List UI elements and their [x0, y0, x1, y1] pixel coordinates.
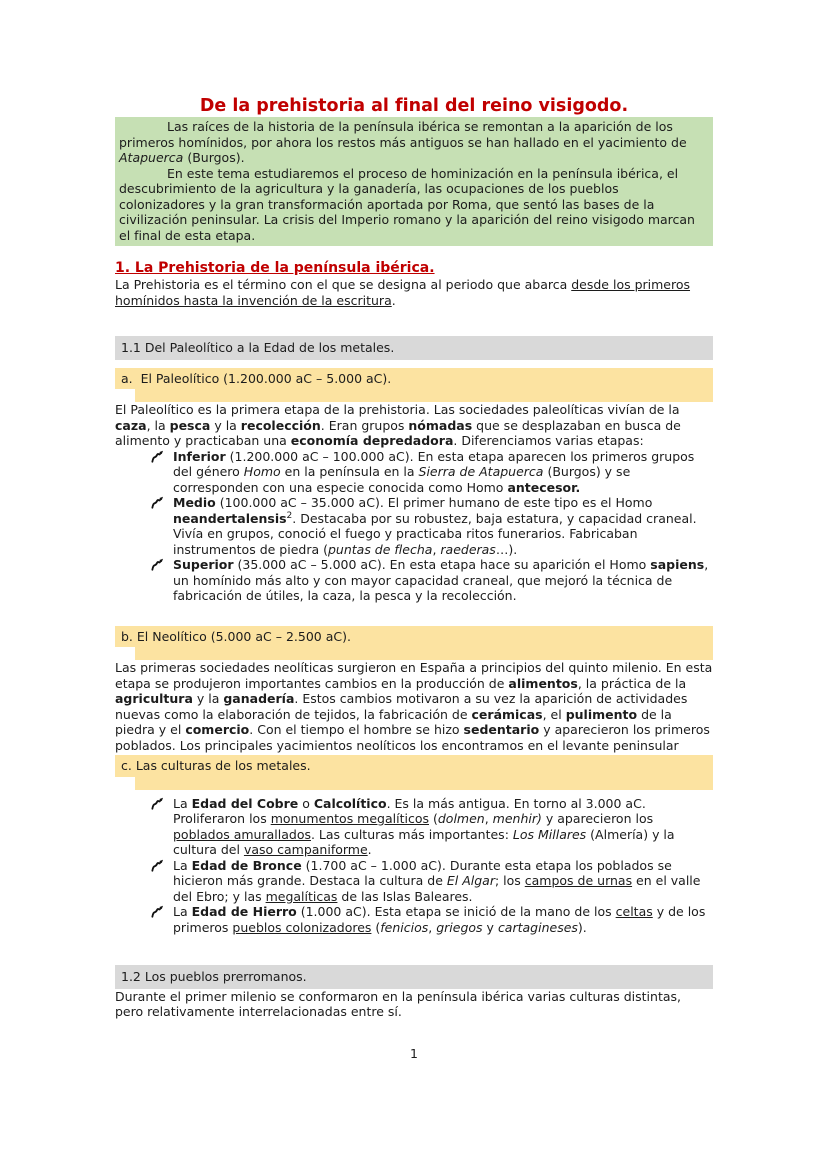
intro-paragraph-1: Las raíces de la historia de la península ibérica se remontan a la aparición de los primeros homínidos, por ahora los restos más antiguos se han hallado en el yacimiento de Atapuerca (Burgos). — [119, 119, 687, 165]
subsection-header-1-2: 1.2 Los pueblos prerromanos. — [115, 965, 713, 989]
paragraph-neolitico: Las primeras sociedades neolíticas surgieron en España a principios del quinto milenio. En esta etapa se produjeron importantes cambios en la producción de alimentos, la práctica de la agricultura y la ganadería. Estos cambios motivaron a su vez la aparición de actividades nuevas como la elaboración de tejidos, la fabricación de cerámicas, el pulimento de la piedra y el comercio. Con el tiempo el hombre se hizo sedentario y aparecieron los primeros poblados. Los principales yacimientos neolíticos los encontramos en el levante peninsular — [115, 660, 713, 753]
squiggle-arrow-icon — [151, 558, 165, 571]
topic-header-b: b. El Neolítico (5.000 aC – 2.500 aC). — [115, 626, 713, 648]
page-number: 1 — [410, 1045, 418, 1061]
squiggle-arrow-icon — [151, 859, 165, 872]
squiggle-arrow-icon — [151, 905, 165, 918]
subsection-header-1-1: 1.1 Del Paleolítico a la Edad de los metales. — [115, 336, 713, 360]
metales-list — [149, 796, 713, 936]
list-item-text: Medio (100.000 aC – 35.000 aC). El primer humano de este tipo es el Homo neandertalensis$^2$. Destacaba por su robustez, baja estatura, y capacidad craneal. Vivía en grupos, conoció el fuego y practicaba ritos funerarios. Fabricaban instrumentos de piedra (puntas de flecha, raederas…). — [173, 495, 697, 557]
list-item — [149, 449, 713, 496]
intro-paragraph-2: En este tema estudiaremos el proceso de hominización en la península ibérica, el descubrimiento de la agricultura y la ganadería, las ocupaciones de los pueblos colonizadores y la gran transformación aportada por Roma, que sentó las bases de la civilización peninsular. La crisis del Imperio romano y la aparición del reino visigodo marcan el final de esta etapa. — [119, 165, 695, 243]
squiggle-arrow-icon — [151, 797, 165, 810]
list-item — [149, 796, 713, 858]
topic-header-c-tail — [135, 777, 713, 790]
list-item — [149, 495, 713, 557]
list-item-text: Superior (35.000 aC – 5.000 aC). En esta etapa hace su aparición el Homo sapiens, un homínido más alto y con mayor capacidad craneal, que mejoró la técnica de fabricación de útiles, la caza, la pesca y la recolección. — [173, 557, 709, 603]
intro-highlight-block — [115, 117, 713, 246]
section-1-heading: 1. La Prehistoria de la península ibérica. — [115, 260, 435, 276]
list-item-text: La Edad de Hierro (1.000 aC). Esta etapa se inició de la mano de los celtas y de los primeros pueblos colonizadores (fenicios, griegos y cartagineses). — [173, 904, 706, 935]
paleolitico-list — [149, 449, 713, 604]
list-item — [149, 904, 713, 935]
topic-header-a: a. El Paleolítico (1.200.000 aC – 5.000 aC). — [115, 368, 713, 390]
section-1-lead: La Prehistoria es el término con el que se designa al periodo que abarca desde los primeros homínidos hasta la invención de la escritura. — [115, 277, 691, 308]
page-title: De la prehistoria al final del reino visigodo. — [199, 96, 629, 116]
list-item — [149, 557, 713, 604]
list-item-text: La Edad del Cobre o Calcolítico. Es la más antigua. En torno al 3.000 aC. Proliferaron los monumentos megalíticos (dolmen, menhir) y aparecieron los poblados amurallados. Las culturas más importantes: Los Millares (Almería) y la cultura del vaso campaniforme. — [173, 795, 675, 857]
topic-header-c: c. Las culturas de los metales. — [115, 755, 713, 777]
squiggle-arrow-icon — [151, 450, 165, 463]
paragraph-prerromanos: Durante el primer milenio se conformaron en la península ibérica varias culturas distintas, pero relativamente interrelacionadas entre sí. — [115, 988, 682, 1019]
topic-header-b-tail — [135, 647, 713, 660]
squiggle-arrow-icon — [151, 496, 165, 509]
topic-header-a-tail — [135, 389, 713, 402]
paragraph-paleolitico: El Paleolítico es la primera etapa de la prehistoria. Las sociedades paleolíticas vivían de la caza, la pesca y la recolección. Eran grupos nómadas que se desplazaban en busca de alimento y practicaban una economía depredadora. Diferenciamos varias etapas: — [115, 402, 681, 448]
list-item-text: La Edad de Bronce (1.700 aC – 1.000 aC). Durante esta etapa los poblados se hicieron más grande. Destaca la cultura de El Algar; los campos de urnas en el valle del Ebro; y las megalíticas de las Islas Baleares. — [173, 857, 701, 904]
list-item — [149, 858, 713, 905]
list-item-text: Inferior (1.200.000 aC – 100.000 aC). En esta etapa aparecen los primeros grupos del género Homo en la península en la Sierra de Atapuerca (Burgos) y se corresponden con una especie conocida como Homo antecesor. — [173, 448, 695, 495]
